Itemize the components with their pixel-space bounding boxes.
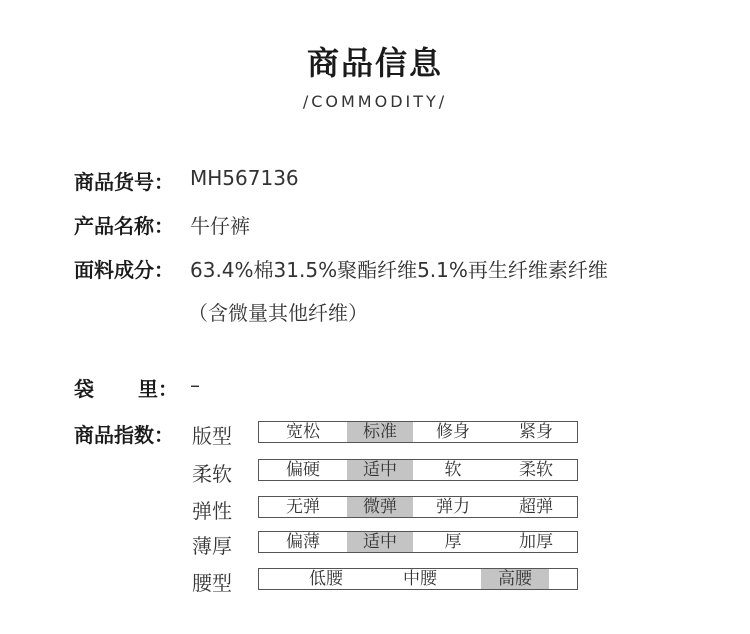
index-option: 无弹 <box>286 497 320 517</box>
index-option: 软 <box>444 460 462 480</box>
index-row-name: 弹性 <box>192 499 232 523</box>
index-option: 柔软 <box>519 460 553 480</box>
index-option: 偏薄 <box>286 532 320 552</box>
fabric-value-line2: （含微量其他纤维） <box>188 301 368 325</box>
index-option: 加厚 <box>519 532 553 552</box>
page-title: 商品信息 <box>306 44 443 82</box>
index-scale-bar <box>258 421 578 443</box>
index-scale-bar <box>258 568 578 590</box>
index-option: 中腰 <box>403 569 437 589</box>
index-row-name: 柔软 <box>192 462 232 486</box>
page-subtitle: /COMMODITY/ <box>302 92 448 111</box>
index-row-name: 版型 <box>192 424 232 448</box>
index-option: 弹力 <box>436 497 470 517</box>
product-index-label: 商品指数： <box>74 423 174 447</box>
index-option: 低腰 <box>309 569 343 589</box>
product-name-value: 牛仔裤 <box>190 214 250 238</box>
fabric-value-line1: 63.4%棉31.5%聚酯纤维5.1%再生纤维素纤维 <box>190 258 608 282</box>
product-code-value: MH567136 <box>190 166 299 190</box>
index-option: 偏硬 <box>286 460 320 480</box>
index-option-selected: 标准 <box>347 422 413 442</box>
pocket-value: – <box>190 373 200 397</box>
product-name-label: 产品名称： <box>74 214 174 238</box>
index-option: 宽松 <box>286 422 320 442</box>
index-option: 厚 <box>444 532 462 552</box>
index-scale-bar <box>258 531 578 553</box>
index-option: 紧身 <box>519 422 553 442</box>
index-option-selected: 适中 <box>347 532 413 552</box>
index-scale-bar <box>258 459 578 481</box>
pocket-label-char-2: 里： <box>138 377 178 401</box>
index-row-name: 腰型 <box>192 571 232 595</box>
index-row-name: 薄厚 <box>192 534 232 558</box>
product-code-label: 商品货号： <box>74 170 174 194</box>
index-option: 修身 <box>436 422 470 442</box>
index-scale-bar <box>258 496 578 518</box>
index-option-selected: 适中 <box>347 460 413 480</box>
index-option-selected: 微弹 <box>347 497 413 517</box>
index-option: 超弹 <box>519 497 553 517</box>
fabric-label: 面料成分： <box>74 258 174 282</box>
pocket-label-char: 袋 <box>74 377 94 401</box>
index-option-selected: 高腰 <box>481 569 549 589</box>
